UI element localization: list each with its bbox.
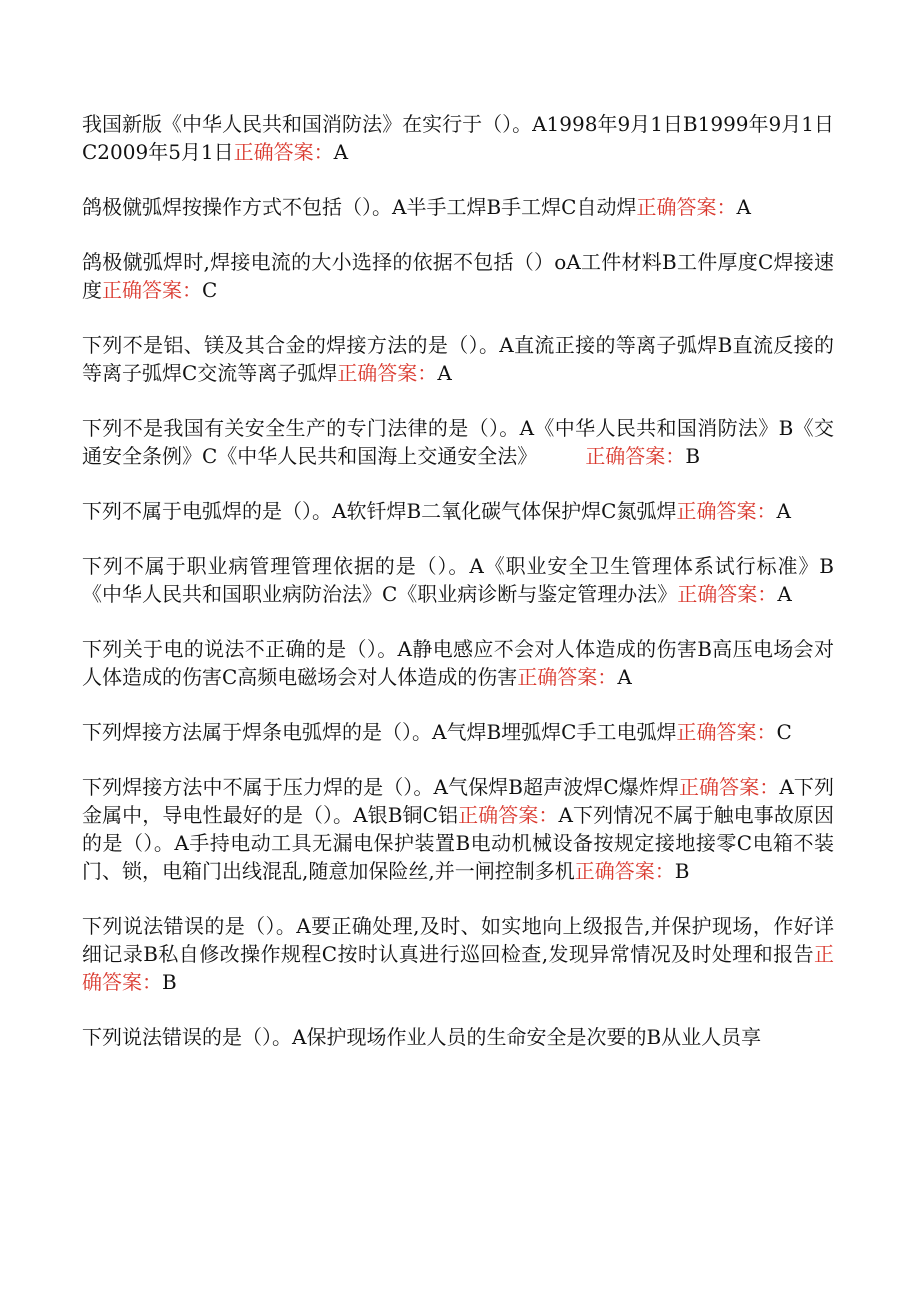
answer-value: A — [437, 361, 452, 385]
question-item — [82, 773, 834, 885]
answer-value: B — [685, 444, 701, 468]
question-text: 鸽极僦弧焊按操作方式不包括（）。A半手工焊B手工焊C自动焊 — [82, 195, 637, 219]
question-text: 下列不是铝、镁及其合金的焊接方法的是（）。A直流正接的等离子弧焊B直流反接的等离子弧焊C交流等离子弧焊 — [82, 333, 834, 385]
answer-label: 正确答案： — [458, 803, 559, 827]
answer-value: B — [162, 970, 177, 994]
question-item — [82, 248, 834, 304]
answer-label: 正确答案： — [574, 859, 675, 883]
question-text: 下列不属于电弧焊的是（）。A软钎焊B二氧化碳气体保护焊C氮弧焊 — [82, 499, 677, 523]
question-item — [82, 718, 834, 746]
question-text: 我国新版《中华人民共和国消防法》在实行于（）。A1998年9月1日B1999年9月1日C2009年5月1日 — [82, 112, 834, 164]
answer-label: 正确答案： — [82, 942, 834, 994]
answer-value: A — [776, 499, 791, 523]
question-item — [82, 912, 834, 996]
answer-label: 正确答案： — [233, 140, 334, 164]
answer-value: A — [777, 582, 792, 606]
answer-value: A — [617, 665, 632, 689]
answer-label: 正确答案： — [102, 278, 202, 302]
answer-value: A — [736, 195, 751, 219]
question-text: 下列说法错误的是（）。A保护现场作业人员的生命安全是次要的B从业人员享 — [82, 1025, 762, 1049]
question-text: 下列关于电的说法不正确的是（）。A静电感应不会对人体造成的伤害B高压电场会对人体造成的伤害C高频电磁场会对人体造成的伤害 — [82, 637, 834, 689]
question-text: 下列不是我国有关安全生产的专门法律的是（）。A《中华人民共和国消防法》B《交通安全条例》C《中华人民共和国海上交通安全法》 — [82, 416, 834, 468]
question-text: 下列焊接方法中不属于压力焊的是（）。A气保焊B超声波焊C爆炸焊 — [82, 775, 679, 799]
question-text: 鸽极僦弧焊时,焊接电流的大小选择的依据不包括（）oA工件材料B工件厚度C焊接速度 — [82, 250, 834, 302]
answer-label: 正确答案： — [676, 720, 777, 744]
answer-label: 正确答案： — [636, 195, 737, 219]
answer-value: A — [333, 140, 349, 164]
answer-label: 正确答案： — [676, 499, 777, 523]
question-item — [82, 331, 834, 387]
question-text: 下列焊接方法属于焊条电弧焊的是（）。A气焊B埋弧焊C手工电弧焊 — [82, 720, 677, 744]
question-item — [82, 1023, 834, 1051]
question-text: 下列说法错误的是（）。A要正确处理,及时、如实地向上级报告,并保护现场，作好详细记录B私自修改操作规程C按时认真进行巡回检查,发现异常情况及时处理和报告 — [82, 914, 834, 966]
question-item — [82, 110, 834, 166]
question-item — [82, 635, 834, 691]
answer-label: 正确答案： — [517, 665, 618, 689]
answer-value: C — [202, 278, 218, 302]
answer-value: A — [558, 803, 573, 827]
answer-label: 正确答案： — [678, 775, 780, 799]
question-item — [82, 414, 834, 470]
answer-label: 正确答案： — [337, 361, 438, 385]
answer-value: C — [776, 720, 792, 744]
question-list — [82, 110, 834, 1078]
answer-value: B — [674, 859, 690, 883]
question-item — [82, 497, 834, 525]
question-text: 下列金属中，导电性最好的是（）。A银B铜C铝 — [82, 775, 835, 827]
question-item — [82, 193, 834, 221]
question-item — [82, 552, 834, 608]
answer-label: 正确答案： — [677, 582, 778, 606]
question-text: 下列不属于职业病管理管理依据的是（）。A《职业安全卫生管理体系试行标准》B《中华人民共和国职业病防治法》C《职业病诊断与鉴定管理办法》 — [82, 554, 834, 606]
question-text: 下列情况不属于触电事故原因的是（）。A手持电动工具无漏电保护装置B电动机械设备按规定接地接零C电箱不装门、锁，电箱门出线混乱,随意加保险丝,并一闸控制多机 — [82, 803, 835, 883]
answer-label: 正确答案： — [585, 444, 686, 468]
answer-value: A — [779, 775, 794, 799]
